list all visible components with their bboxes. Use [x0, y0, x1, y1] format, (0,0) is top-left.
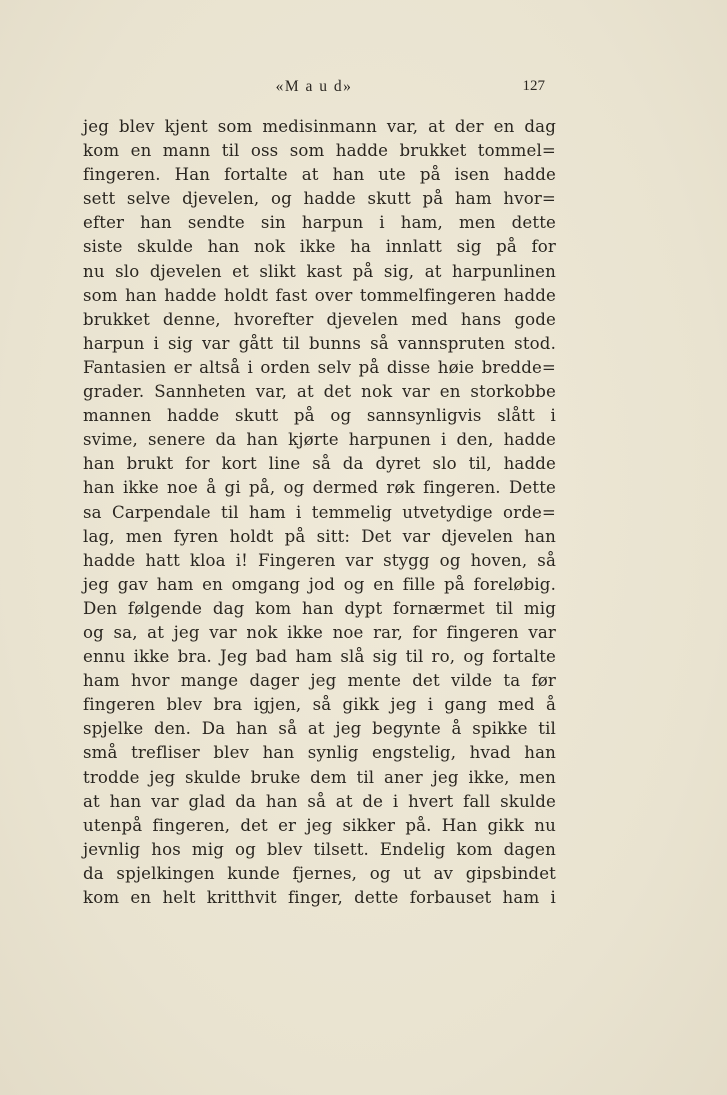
text-line: og sa, at jeg var nok ikke noe rar, for fingeren var — [83, 622, 556, 642]
text-line: brukket denne, hvorefter djevelen med hans gode — [83, 309, 556, 329]
text-line: ennu ikke bra. Jeg bad ham slå sig til ro, og fortalte — [83, 647, 556, 667]
page-number: 127 — [522, 78, 545, 94]
text-line: som han hadde holdt fast over tommelfingeren hadde — [83, 285, 556, 305]
text-line: svime, senere da han kjørte harpunen i den, hadde — [83, 430, 556, 450]
text-line: ham hvor mange dager jeg mente det vilde ta før — [83, 671, 556, 691]
text-line: efter han sendte sin harpun i ham, men dette — [83, 213, 556, 233]
text-line: da spjelkingen kunde fjernes, og ut av gipsbindet — [83, 863, 556, 883]
text-line: fingeren. Han fortalte at han ute på isen hadde — [83, 165, 556, 185]
text-line: sett selve djevelen, og hadde skutt på ham hvor= — [83, 189, 556, 209]
text-line: grader. Sannheten var, at det nok var en storkobbe — [83, 382, 556, 402]
text-line: at han var glad da han så at de i hvert fall skulde — [83, 791, 556, 811]
text-line: lag, men fyren holdt på sitt: Det var djevelen han — [83, 526, 556, 546]
text-line: jeg gav ham en omgang jod og en fille på foreløbig. — [83, 574, 556, 594]
text-line: spjelke den. Da han så at jeg begynte å spikke til — [83, 719, 556, 739]
text-line: sa Carpendale til ham i temmelig utvetydige orde= — [83, 502, 556, 522]
text-line: hadde hatt kloa i! Fingeren var stygg og hoven, så — [83, 550, 556, 570]
text-line: han ikke noe å gi på, og dermed røk fingeren. Dette — [83, 478, 556, 498]
text-line: siste skulde han nok ikke ha innlatt sig på for — [83, 237, 556, 257]
text-line: utenpå fingeren, det er jeg sikker på. Han gikk nu — [83, 815, 556, 835]
text-line: Fantasien er altså i orden selv på disse høie bredde= — [83, 357, 556, 377]
text-line: små trefliser blev han synlig engstelig, hvad han — [83, 743, 556, 763]
text-line: Den følgende dag kom han dypt fornærmet til mig — [83, 598, 556, 618]
text-line: trodde jeg skulde bruke dem til aner jeg ikke, men — [83, 767, 556, 787]
text-line: kom en helt kritthvit finger, dette forbauset ham i — [83, 888, 556, 907]
text-line: jevnlig hos mig og blev tilsett. Endelig kom dagen — [83, 839, 556, 859]
text-line: nu slo djevelen et slikt kast på sig, at harpunlinen — [83, 261, 556, 281]
body-text — [83, 115, 556, 910]
text-line: jeg blev kjent som medisinmann var, at der en dag — [83, 117, 556, 136]
text-line: han brukt for kort line så da dyret slo til, hadde — [83, 454, 556, 474]
running-title: «M a u d» — [275, 78, 353, 95]
text-line: harpun i sig var gått til bunns så vannspruten stod. — [83, 333, 556, 353]
text-line: mannen hadde skutt på og sannsynligvis slått i — [83, 406, 556, 426]
text-line: fingeren blev bra igjen, så gikk jeg i gang med å — [83, 695, 556, 715]
text-line: kom en mann til oss som hadde brukket tommel= — [83, 141, 556, 161]
page-header — [83, 78, 545, 102]
